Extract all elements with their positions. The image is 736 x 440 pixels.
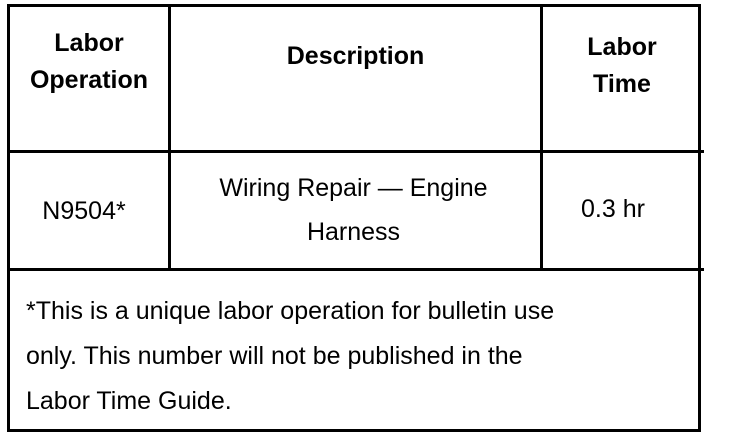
footnote-line3: Labor Time Guide. [26, 387, 232, 415]
footnote-line1: *This is a unique labor operation for bulletin use [26, 297, 555, 325]
cell-labor-time [543, 171, 701, 247]
labor-time-value: 0.3 hr [581, 195, 645, 223]
footnote-line2: only. This number will not be published in the [26, 342, 523, 370]
footnote [26, 289, 666, 424]
labor-operation-code: N9504* [42, 197, 126, 225]
header-divider [10, 150, 704, 153]
cell-labor-operation [10, 173, 168, 249]
header-description-label: Description [286, 41, 425, 70]
description-line2: Harness [306, 218, 401, 246]
header-labor-time [543, 25, 701, 107]
header-labor-operation [10, 21, 168, 103]
header-labor-time-line2: Time [593, 70, 651, 98]
cell-description [171, 166, 540, 254]
footnote-divider [10, 268, 704, 271]
header-labor-time-line1: Labor [587, 33, 657, 61]
header-labor-operation-line1: Labor [54, 29, 124, 57]
header-labor-operation-line2: Operation [29, 66, 149, 94]
labor-operation-table [7, 4, 701, 432]
header-description [171, 33, 540, 79]
description-line1: Wiring Repair — Engine [219, 174, 488, 202]
